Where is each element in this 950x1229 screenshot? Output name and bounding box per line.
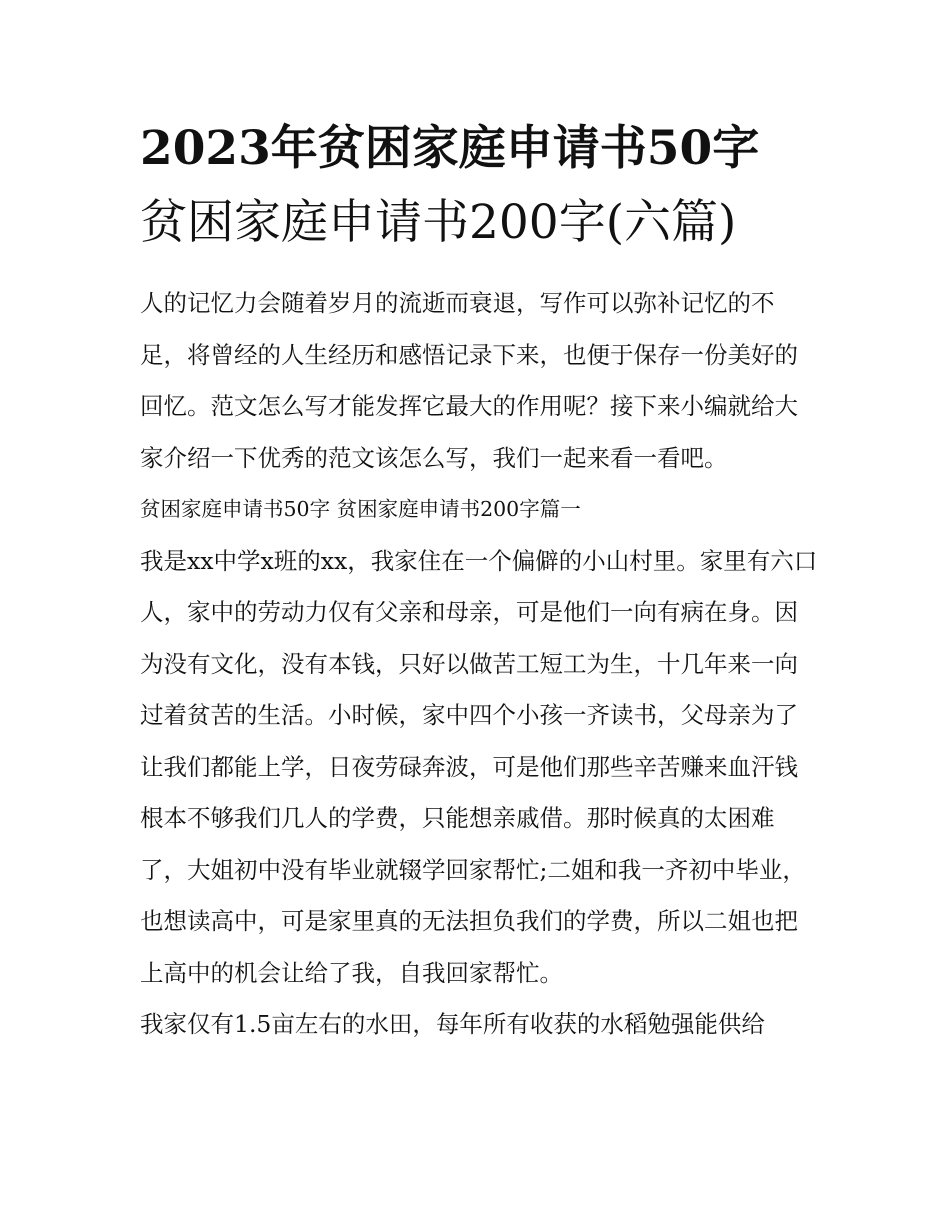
- body-paragraph-1: 我是xx中学x班的xx，我家住在一个偏僻的小山村里。家里有六口人，家中的劳动力仅有父亲和母亲，可是他们一向有病在身。因为没有文化，没有本钱，只好以做苦工短工为生，十几年来一向过着贫苦的生活。小时候，家中四个小孩一齐读书，父母亲为了让我们都能上学，日夜劳碌奔波，可是他们那些辛苦赚来血汗钱根本不够我们几人的学费，只能想亲戚借。那时候真的太困难了，大姐初中没有毕业就辍学回家帮忙;二姐和我一齐初中毕业，也想读高中，可是家里真的无法担负我们的学费，所以二姐也把上高中的机会让给了我，自我回家帮忙。: [140, 546, 818, 987]
- title-line-2: 贫困家庭申请书200字(六篇): [140, 195, 737, 250]
- title-line-1: 2023年贫困家庭申请书50字: [140, 121, 760, 176]
- document-page: [140, 112, 820, 1051]
- intro-paragraph: 人的记忆力会随着岁月的流逝而衰退，写作可以弥补记忆的不足，将曾经的人生经历和感悟记录下来，也便于保存一份美好的回忆。范文怎么写才能发挥它最大的作用呢？接下来小编就给大家介绍一下优秀的范文该怎么写，我们一起来看一看吧。: [140, 289, 798, 472]
- document-title: [140, 112, 820, 260]
- body-paragraph-2: 我家仅有1.5亩左右的水田，每年所有收获的水稻勉强能供给: [140, 1010, 765, 1038]
- section-heading: 贫困家庭申请书50字 贫困家庭申请书200字篇一: [140, 497, 581, 521]
